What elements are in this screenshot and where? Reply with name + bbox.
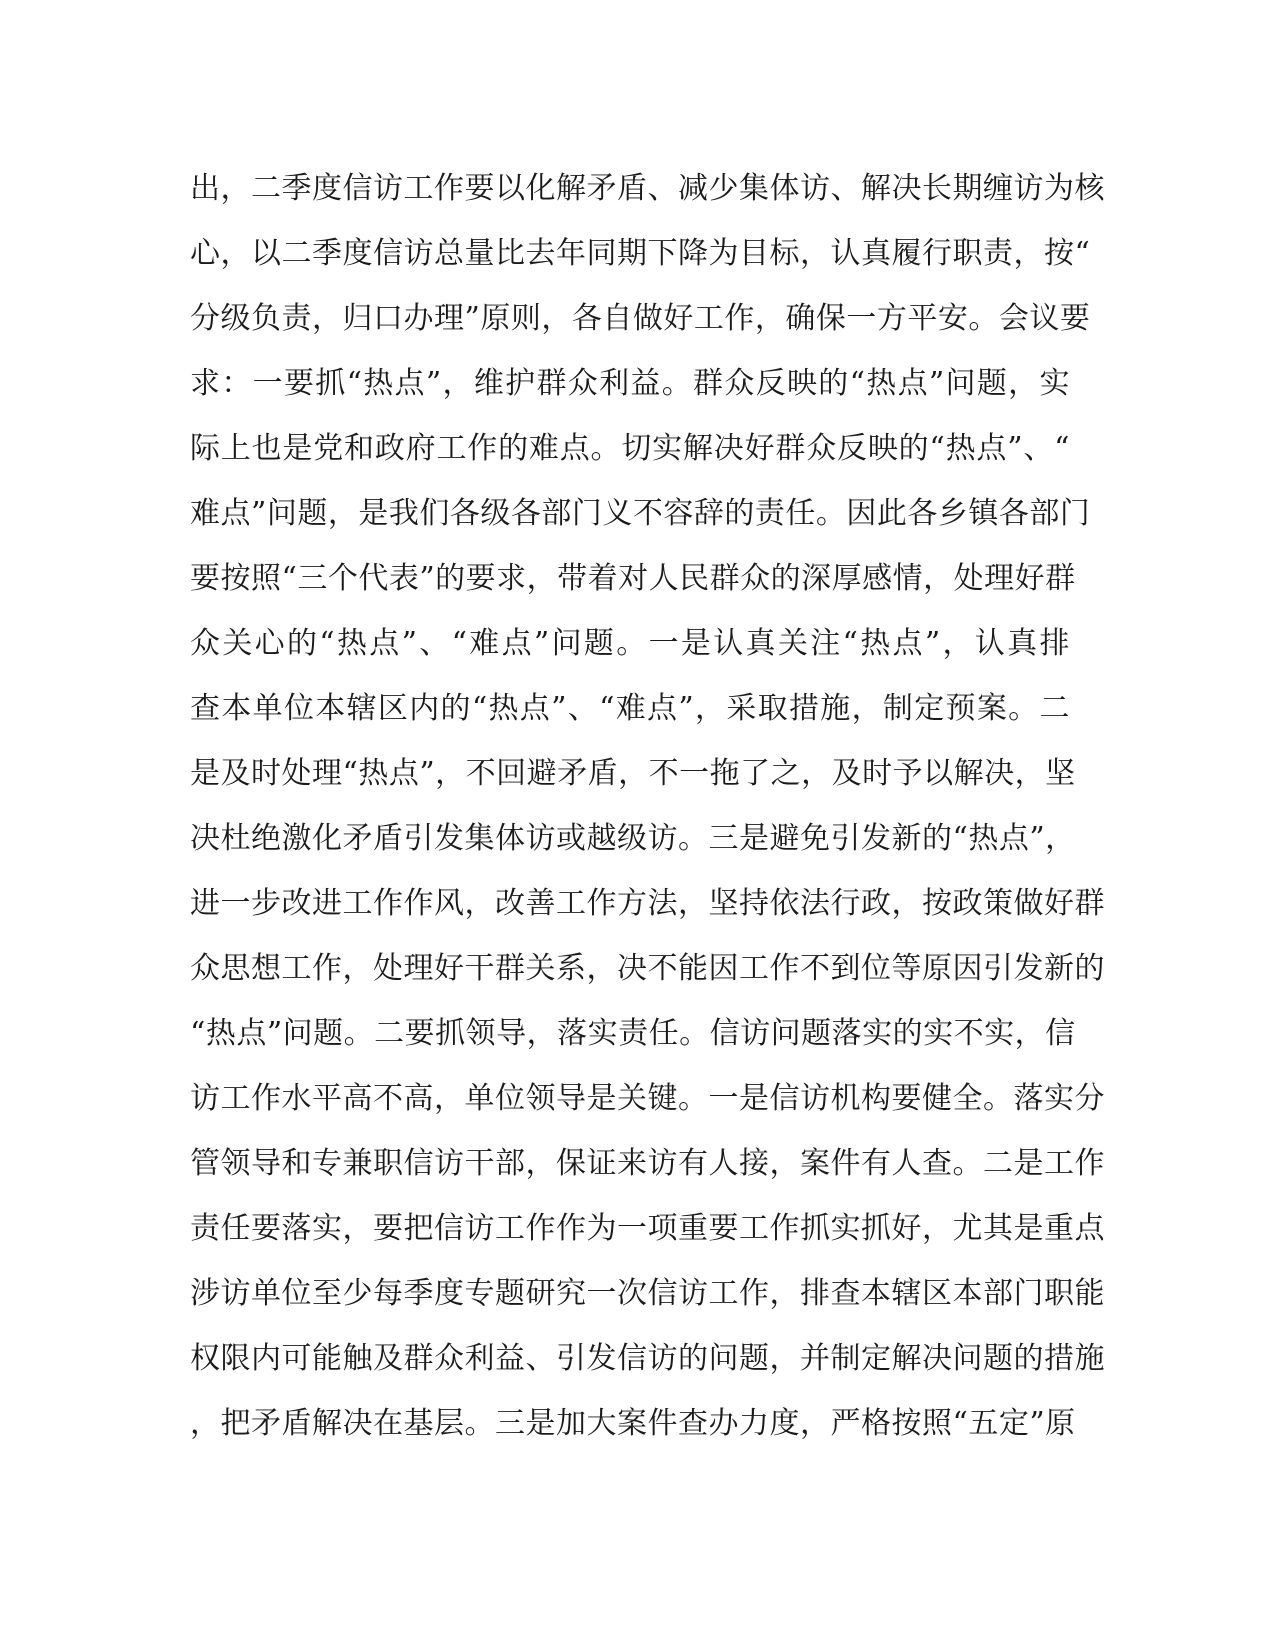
text-line: 众思想工作，处理好干群关系，决不能因工作不到位等原因引发新的 (190, 951, 1105, 986)
text-line: 分级负责，归口办理”原则，各自做好工作，确保一方平安。会议要 (190, 301, 1091, 336)
body-text (190, 156, 1105, 1456)
text-line: 涉访单位至少每季度专题研究一次信访工作，排查本辖区本部门职能 (190, 1276, 1105, 1311)
text-line: 求：一要抓“热点”，维护群众利益。群众反映的“热点”问题，实 (190, 366, 1070, 401)
text-line: 是及时处理“热点”，不回避矛盾，不一拖了之，及时予以解决，坚 (190, 756, 1076, 791)
text-line: 心，以二季度信访总量比去年同期下降为目标，认真履行职责，按“ (190, 236, 1091, 271)
text-line: 决杜绝激化矛盾引发集体访或越级访。三是避免引发新的“热点”， (190, 821, 1076, 856)
text-line: 难点”问题，是我们各级各部门义不容辞的责任。因此各乡镇各部门 (190, 496, 1091, 531)
text-line: 进一步改进工作作风，改善工作方法，坚持依法行政，按政策做好群 (190, 886, 1105, 921)
text-line: “热点”问题。二要抓领导，落实责任。信访问题落实的实不实，信 (190, 1016, 1076, 1051)
text-line: 访工作水平高不高，单位领导是关键。一是信访机构要健全。落实分 (190, 1081, 1105, 1116)
text-line: 管领导和专兼职信访干部，保证来访有人接，案件有人查。二是工作 (190, 1146, 1105, 1181)
text-line: 众关心的“热点”、“难点”问题。一是认真关注“热点”，认真排 (190, 626, 1070, 661)
text-line: 出，二季度信访工作要以化解矛盾、减少集体访、解决长期缠访为核 (190, 171, 1105, 206)
text-line: ，把矛盾解决在基层。三是加大案件查办力度，严格按照“五定”原 (190, 1406, 1076, 1441)
text-line: 际上也是党和政府工作的难点。切实解决好群众反映的“热点”、“ (190, 431, 1070, 466)
text-line: 查本单位本辖区内的“热点”、“难点”，采取措施，制定预案。二 (190, 691, 1070, 726)
text-line: 责任要落实，要把信访工作作为一项重要工作抓实抓好，尤其是重点 (190, 1211, 1105, 1246)
text-line: 要按照“三个代表”的要求，带着对人民群众的深厚感情，处理好群 (190, 561, 1076, 596)
text-line: 权限内可能触及群众利益、引发信访的问题，并制定解决问题的措施 (190, 1341, 1105, 1376)
